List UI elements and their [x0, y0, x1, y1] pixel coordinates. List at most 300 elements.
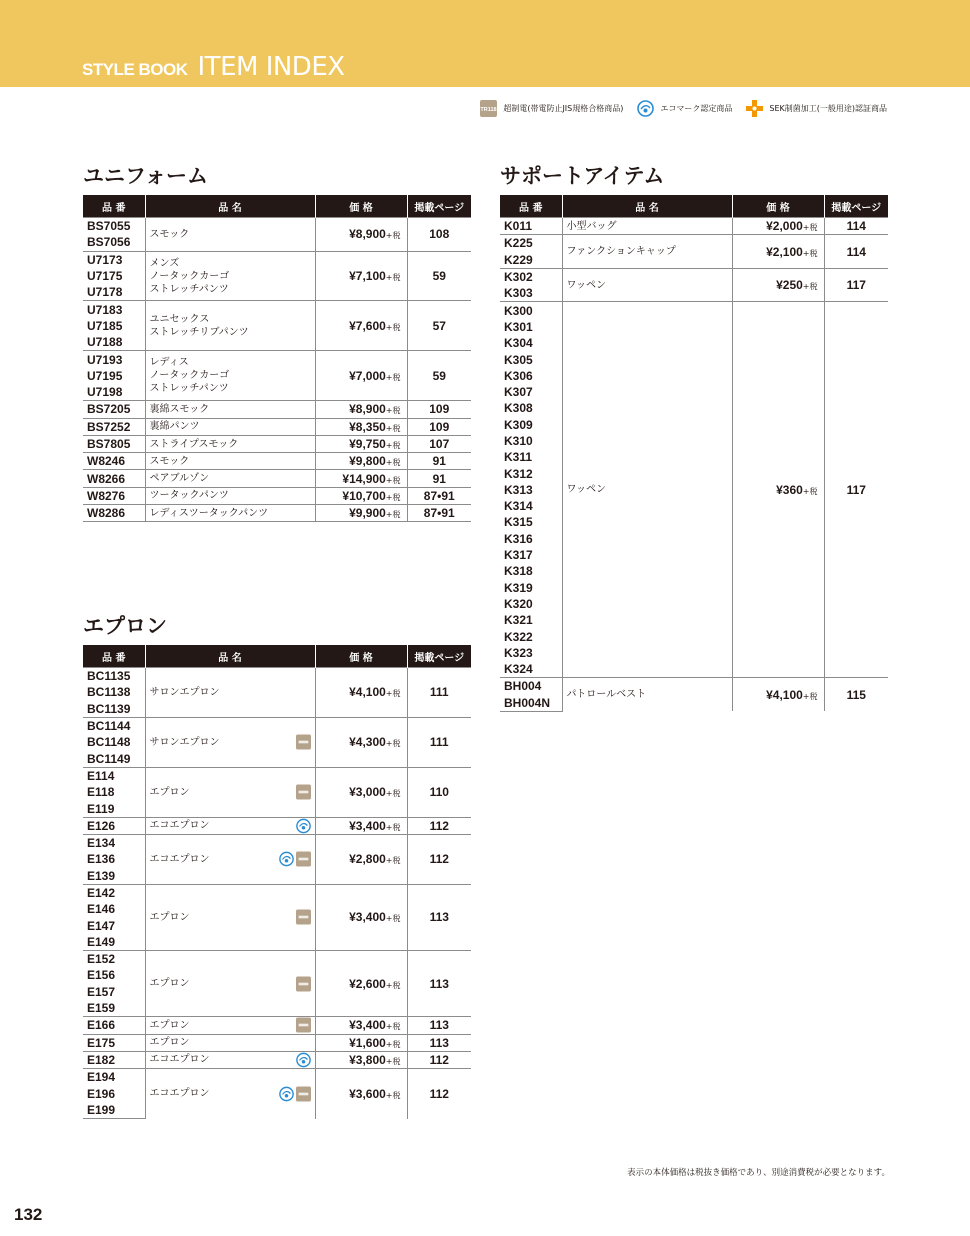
- table-row: [83, 717, 471, 734]
- tax-suffix: +税: [385, 372, 401, 382]
- table-row: [83, 817, 471, 834]
- item-name: [145, 218, 315, 252]
- item-name: [145, 418, 315, 435]
- tr118-badge-icon: [296, 1086, 311, 1101]
- item-page: 113: [407, 1034, 471, 1051]
- item-page: 117: [824, 268, 888, 302]
- table-row: [83, 251, 471, 268]
- header-title-big: ITEM INDEX: [197, 52, 345, 82]
- header-title-small: STYLE BOOK: [82, 60, 188, 79]
- item-code: K311: [504, 450, 533, 465]
- item-page: 111: [407, 668, 471, 718]
- table-row: [83, 505, 471, 522]
- column-header-name: 品 名: [145, 645, 315, 668]
- item-price: [315, 401, 407, 418]
- item-code: U7198: [87, 385, 123, 400]
- item-name-line: 裏綿パンツ: [149, 421, 200, 433]
- price-value: ¥3,400: [349, 1018, 386, 1033]
- legend-text-eco: エコマーク認定商品: [660, 104, 733, 113]
- item-name-line: エコエプロン: [149, 820, 210, 832]
- legend-item-sek: [746, 100, 887, 117]
- sek-mark-icon: [746, 100, 763, 117]
- item-code: U7195: [87, 368, 123, 383]
- price-value: ¥14,900: [342, 471, 386, 486]
- item-code: U7183: [83, 301, 145, 318]
- item-name: [145, 470, 315, 487]
- table-row: [83, 435, 471, 452]
- item-code: BH004N: [500, 695, 562, 712]
- tax-suffix: +税: [385, 231, 401, 241]
- item-code: W8286: [83, 505, 145, 522]
- price-value: ¥8,900: [349, 227, 386, 242]
- item-code: K321: [504, 613, 533, 628]
- page-number: 132: [14, 1205, 43, 1224]
- tax-suffix: +税: [385, 822, 401, 832]
- item-name-line: ストレッチパンツ: [149, 383, 229, 395]
- item-code: E118: [87, 785, 115, 800]
- price-value: ¥3,800: [349, 1052, 386, 1067]
- item-name-line: エプロン: [149, 911, 190, 923]
- item-price: [315, 1034, 407, 1051]
- item-page: 91: [407, 470, 471, 487]
- item-name: [145, 1069, 315, 1119]
- item-code: E134: [83, 834, 145, 851]
- eco-mark-icon: [637, 100, 654, 117]
- tax-suffix: +税: [385, 1090, 401, 1100]
- item-name: [145, 351, 315, 401]
- item-price: [732, 235, 824, 269]
- item-code: K320: [504, 596, 533, 611]
- item-code: BS7805: [83, 435, 145, 452]
- item-code: U7173: [83, 251, 145, 268]
- item-code: E152: [83, 951, 145, 968]
- item-name: [145, 884, 315, 950]
- tr118-badge-icon: [296, 852, 311, 867]
- table-row: [83, 884, 471, 901]
- price-value: ¥8,350: [349, 419, 386, 434]
- column-header-page: 掲載ページ: [407, 645, 471, 668]
- tax-suffix: +税: [385, 273, 401, 283]
- item-code: K318: [504, 564, 533, 579]
- legend-text-tr118: 超制電(帯電防止JIS規格合格商品): [503, 104, 624, 113]
- item-name: [145, 487, 315, 504]
- column-header-name: 品 名: [145, 195, 315, 218]
- item-page: 114: [824, 218, 888, 235]
- section-title-uniform: ユニフォーム: [83, 164, 208, 188]
- item-icons: [294, 735, 311, 750]
- table-row: [83, 834, 471, 851]
- tax-suffix: +税: [385, 510, 401, 520]
- item-page: 59: [407, 251, 471, 301]
- item-page: 115: [824, 678, 888, 712]
- legend-text-sek: SEK制菌加工(一般用途)認証商品: [769, 104, 887, 113]
- item-page: 108: [407, 218, 471, 252]
- tax-suffix: +税: [385, 423, 401, 433]
- price-value: ¥9,800: [349, 454, 386, 469]
- item-code: K303: [504, 286, 533, 301]
- item-page: 107: [407, 435, 471, 452]
- item-name: [562, 218, 732, 235]
- item-price: [315, 470, 407, 487]
- price-value: ¥2,600: [349, 976, 386, 991]
- item-page: 110: [407, 767, 471, 817]
- table-row: [500, 268, 888, 285]
- tr118-badge-icon: [296, 785, 311, 800]
- apron-table: [83, 645, 471, 1119]
- item-code: E182: [83, 1051, 145, 1068]
- column-header-page: 掲載ページ: [824, 195, 888, 218]
- item-code: K315: [504, 515, 533, 530]
- item-price: [315, 1051, 407, 1068]
- item-name-line: 裏綿スモック: [149, 403, 210, 415]
- item-code: K304: [504, 336, 533, 351]
- column-header-name: 品 名: [562, 195, 732, 218]
- item-name: [145, 505, 315, 522]
- table-row: [83, 418, 471, 435]
- item-code: K229: [504, 252, 533, 267]
- price-value: ¥2,800: [349, 852, 386, 867]
- price-value: ¥8,900: [349, 402, 386, 417]
- item-code: K316: [504, 531, 533, 546]
- item-code: K306: [504, 368, 533, 383]
- table-row: [500, 678, 888, 695]
- table-row: [83, 453, 471, 470]
- item-price: [315, 1017, 407, 1034]
- item-page: 117: [824, 302, 888, 678]
- item-code: U7188: [87, 335, 123, 350]
- item-code: E166: [83, 1017, 145, 1034]
- item-code: E196: [87, 1086, 116, 1101]
- item-name: [562, 678, 732, 712]
- column-header-code: 品 番: [500, 195, 562, 218]
- legend-item-tr118: [480, 100, 623, 117]
- item-code: BC1149: [87, 751, 131, 766]
- item-code: E146: [87, 902, 116, 917]
- eco-mark-icon: [296, 1052, 311, 1067]
- item-code: E139: [87, 868, 116, 883]
- tr118-badge-icon: [296, 735, 311, 750]
- item-page: 112: [407, 1069, 471, 1119]
- tax-suffix: +税: [385, 980, 401, 990]
- column-header-code: 品 番: [83, 645, 145, 668]
- tax-suffix: +税: [802, 282, 818, 292]
- item-code: BH004: [500, 678, 562, 695]
- legend-item-eco: [637, 100, 732, 117]
- item-price: [315, 951, 407, 1017]
- item-price: [732, 302, 824, 678]
- item-page: 113: [407, 951, 471, 1017]
- item-code: U7193: [83, 351, 145, 368]
- item-name-line: ファンクションキャップ: [566, 246, 676, 258]
- tax-suffix: +税: [385, 1039, 401, 1049]
- table-row: [500, 218, 888, 235]
- tax-suffix: +税: [385, 475, 401, 485]
- price-value: ¥7,600: [349, 318, 386, 333]
- item-name-line: レディス: [149, 357, 189, 369]
- price-value: ¥3,400: [349, 910, 386, 925]
- item-price: [315, 717, 407, 767]
- footer-note: 表示の本体価格は税抜き価格であり、別途消費税が必要となります。: [627, 1168, 890, 1178]
- item-price: [315, 435, 407, 452]
- item-name-line: ユニセックス: [149, 313, 210, 325]
- item-price: [315, 251, 407, 301]
- item-name: [145, 834, 315, 884]
- item-page: 91: [407, 453, 471, 470]
- item-code: K317: [504, 548, 533, 563]
- item-page: 112: [407, 834, 471, 884]
- price-value: ¥9,750: [349, 437, 386, 451]
- item-page: 87•91: [407, 487, 471, 504]
- price-value: ¥4,100: [766, 687, 803, 702]
- item-name: [145, 668, 315, 718]
- item-code: E142: [83, 884, 145, 901]
- item-icons: [294, 785, 311, 800]
- item-name-line: サロンエプロン: [149, 736, 220, 748]
- item-name: [145, 817, 315, 834]
- item-code: E159: [87, 1001, 116, 1016]
- price-value: ¥4,300: [349, 735, 386, 750]
- eco-mark-icon: [296, 818, 311, 833]
- item-icons: [277, 1086, 311, 1101]
- item-name: [562, 235, 732, 269]
- price-value: ¥2,100: [766, 244, 803, 259]
- item-page: 59: [407, 351, 471, 401]
- item-code: U7175: [87, 269, 123, 284]
- table-row: [83, 470, 471, 487]
- item-name: [145, 1051, 315, 1068]
- item-name: [145, 767, 315, 817]
- tr118-badge-icon: [296, 910, 311, 925]
- column-header-code: 品 番: [83, 195, 145, 218]
- item-page: 113: [407, 1017, 471, 1034]
- item-code: E147: [87, 918, 116, 933]
- item-code: K308: [504, 401, 533, 416]
- table-row: [83, 951, 471, 968]
- table-row: [83, 1017, 471, 1034]
- item-code: E136: [87, 852, 116, 867]
- item-code: K314: [504, 499, 533, 514]
- item-code: BS7252: [83, 418, 145, 435]
- item-price: [315, 767, 407, 817]
- table-row: [83, 1069, 471, 1086]
- item-code: K323: [504, 645, 533, 660]
- item-price: [315, 351, 407, 401]
- tr118-badge-icon: [296, 1018, 311, 1033]
- item-page: 113: [407, 884, 471, 950]
- item-code: BC1139: [87, 701, 131, 716]
- item-code: W8246: [83, 453, 145, 470]
- table-row: [83, 301, 471, 318]
- item-name: [145, 301, 315, 351]
- item-name-line: ペアブルゾン: [149, 473, 210, 485]
- table-row: [83, 401, 471, 418]
- price-value: ¥3,400: [349, 818, 386, 833]
- item-name-line: パトロールベスト: [566, 689, 647, 701]
- item-page: 57: [407, 301, 471, 351]
- column-header-price: 価 格: [315, 195, 407, 218]
- table-row: [83, 767, 471, 784]
- item-code: K312: [504, 466, 533, 481]
- item-name: [145, 453, 315, 470]
- tax-suffix: +税: [385, 856, 401, 866]
- item-code: BS7056: [87, 235, 131, 250]
- item-code: K319: [504, 580, 533, 595]
- tr118-badge-icon: [480, 100, 497, 117]
- price-value: ¥360: [776, 482, 803, 497]
- item-name-line: ツータックパンツ: [149, 490, 229, 502]
- tax-suffix: +税: [385, 739, 401, 749]
- item-price: [732, 268, 824, 302]
- item-code: W8266: [83, 470, 145, 487]
- item-code: E156: [87, 968, 116, 983]
- item-code: U7185: [87, 318, 123, 333]
- eco-mark-icon: [279, 852, 294, 867]
- item-name: [145, 251, 315, 301]
- tax-suffix: +税: [385, 689, 401, 699]
- tr118-badge-icon: [296, 976, 311, 991]
- item-name-line: エコエプロン: [149, 853, 210, 865]
- item-name-line: レディスツータックパンツ: [149, 507, 269, 519]
- item-code: E114: [83, 767, 145, 784]
- item-name: [145, 401, 315, 418]
- item-code: E175: [83, 1034, 145, 1051]
- item-code: BC1135: [83, 668, 145, 685]
- column-header-price: 価 格: [315, 645, 407, 668]
- item-code: E149: [87, 934, 116, 949]
- item-name: [562, 268, 732, 302]
- item-name-line: 小型バッグ: [566, 220, 617, 232]
- item-code: E157: [87, 984, 116, 999]
- item-name-line: ストライプスモック: [149, 438, 239, 450]
- price-value: ¥250: [776, 278, 803, 293]
- item-code: K305: [504, 352, 533, 367]
- item-name-line: エプロン: [149, 1019, 190, 1031]
- item-page: 114: [824, 235, 888, 269]
- header-title: [82, 52, 345, 82]
- tax-suffix: +税: [802, 691, 818, 701]
- item-name-line: ワッペン: [566, 279, 606, 291]
- item-code: BS7205: [83, 401, 145, 418]
- tax-suffix: +税: [802, 486, 818, 496]
- item-code: K301: [504, 319, 533, 334]
- price-value: ¥3,000: [349, 785, 386, 800]
- item-name-line: ストレッチリブパンツ: [149, 326, 249, 338]
- tax-suffix: +税: [802, 248, 818, 258]
- item-code: W8276: [83, 487, 145, 504]
- item-name: [145, 717, 315, 767]
- item-name-line: スモック: [149, 455, 190, 467]
- support-table: [500, 195, 888, 712]
- item-page: 109: [407, 418, 471, 435]
- item-name-line: エプロン: [149, 978, 190, 990]
- item-name-line: ワッペン: [566, 484, 606, 496]
- item-price: [315, 418, 407, 435]
- item-code: E126: [83, 817, 145, 834]
- price-value: ¥9,900: [349, 506, 386, 521]
- item-page: 112: [407, 1051, 471, 1068]
- item-code: K313: [504, 482, 533, 497]
- price-value: ¥7,000: [349, 368, 386, 383]
- item-name-line: ノータックカーゴ: [149, 270, 230, 282]
- table-row: [500, 302, 888, 319]
- item-name-line: エコエプロン: [149, 1088, 210, 1100]
- item-page: 87•91: [407, 505, 471, 522]
- item-price: [315, 1069, 407, 1119]
- item-code: U7178: [87, 285, 123, 300]
- tax-suffix: +税: [385, 441, 401, 450]
- section-title-apron: エプロン: [83, 614, 167, 638]
- section-title-support: サポートアイテム: [500, 164, 665, 188]
- tax-suffix: +税: [385, 458, 401, 468]
- tax-suffix: +税: [385, 1056, 401, 1066]
- item-code: K322: [504, 629, 533, 644]
- eco-mark-icon: [279, 1086, 294, 1101]
- item-icons: [294, 910, 311, 925]
- tax-suffix: +税: [385, 406, 401, 416]
- item-code: K011: [500, 218, 562, 235]
- table-row: [83, 351, 471, 368]
- item-price: [315, 301, 407, 351]
- item-code: BC1148: [87, 735, 131, 750]
- item-page: 112: [407, 817, 471, 834]
- price-value: ¥7,100: [349, 269, 386, 284]
- item-name-line: スモック: [149, 228, 190, 240]
- tr118-badge-text: TR118: [480, 107, 497, 113]
- tax-suffix: +税: [385, 914, 401, 924]
- item-name: [145, 951, 315, 1017]
- item-name-line: エプロン: [149, 786, 190, 798]
- item-code: K309: [504, 417, 533, 432]
- item-name-line: サロンエプロン: [149, 686, 220, 698]
- item-name-line: エコエプロン: [149, 1054, 210, 1066]
- item-price: [315, 453, 407, 470]
- header-banner: [0, 0, 970, 87]
- item-name: [145, 435, 315, 452]
- item-code: BC1144: [83, 717, 145, 734]
- tax-suffix: +税: [385, 322, 401, 332]
- item-name-line: エプロン: [149, 1037, 190, 1049]
- column-header-price: 価 格: [732, 195, 824, 218]
- item-icons: [294, 818, 311, 833]
- icon-legend: [466, 100, 887, 117]
- price-value: ¥2,000: [766, 219, 803, 234]
- item-price: [315, 218, 407, 252]
- item-name: [145, 1017, 315, 1034]
- item-price: [732, 218, 824, 235]
- item-icons: [294, 1018, 311, 1033]
- price-value: ¥10,700: [342, 488, 386, 503]
- item-price: [315, 884, 407, 950]
- tax-suffix: +税: [385, 789, 401, 799]
- item-icons: [294, 1052, 311, 1067]
- item-page: 111: [407, 717, 471, 767]
- item-name: [145, 1034, 315, 1051]
- column-header-page: 掲載ページ: [407, 195, 471, 218]
- item-name-line: メンズ: [149, 257, 180, 269]
- item-price: [315, 817, 407, 834]
- item-code: E199: [83, 1102, 145, 1119]
- item-code: K324: [504, 662, 533, 677]
- table-row: [83, 487, 471, 504]
- price-value: ¥3,600: [349, 1086, 386, 1101]
- item-page: 109: [407, 401, 471, 418]
- item-code: BC1138: [87, 685, 131, 700]
- item-icons: [277, 852, 311, 867]
- uniform-table: [83, 195, 471, 522]
- item-code: K307: [504, 385, 533, 400]
- item-icons: [294, 976, 311, 991]
- item-code: K225: [500, 235, 562, 252]
